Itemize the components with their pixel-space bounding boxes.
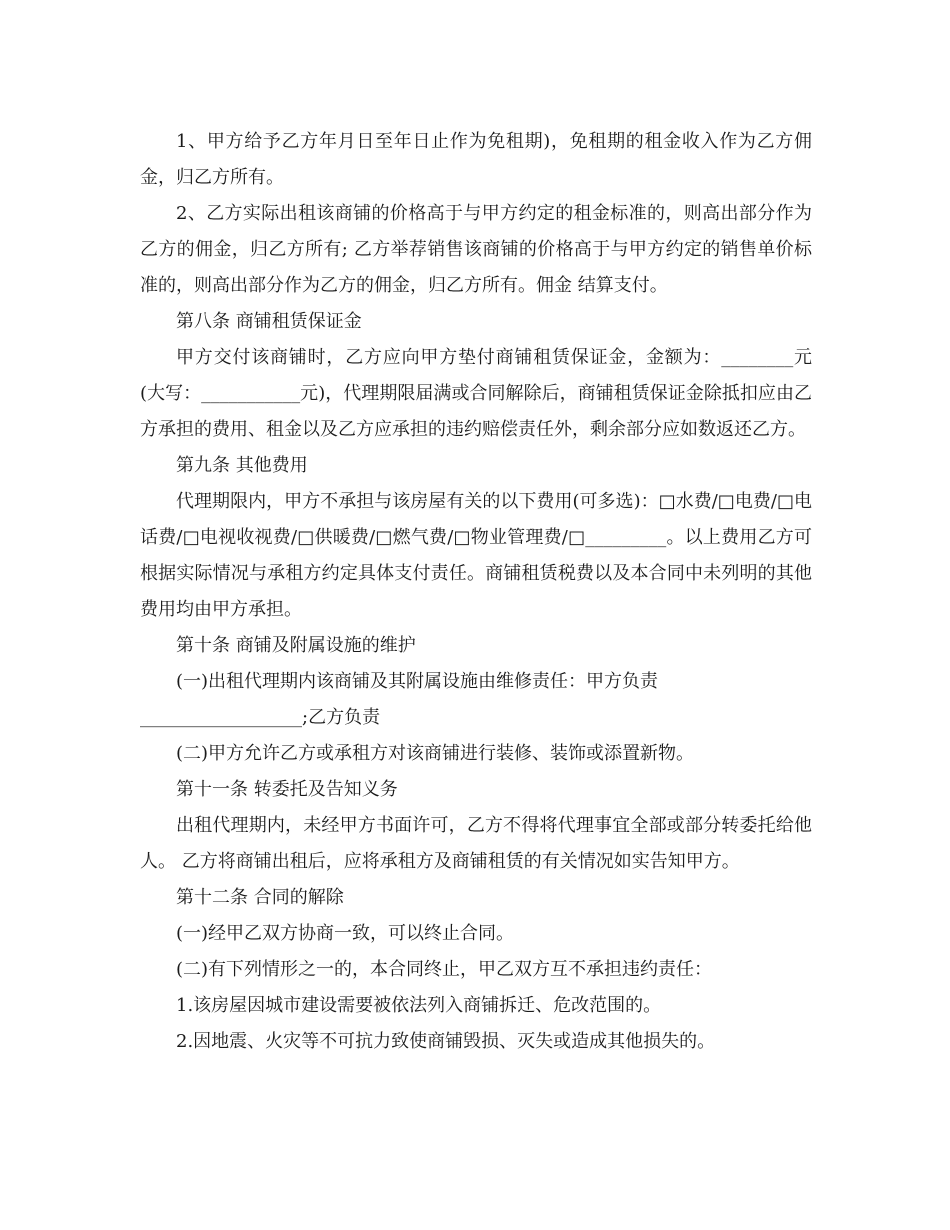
delegation-paragraph: 出租代理期内，未经甲方书面许可，乙方不得将代理事宜全部或部分转委托给他人。 乙方将商铺出租后，应将承租方及商铺租赁的有关情况如实告知甲方。 [140,815,812,872]
article-12-heading: 第十二条 合同的解除 [176,887,344,908]
article-11-heading: 第十一条 转委托及告知义务 [176,779,398,800]
article-10-heading: 第十条 商铺及附属设施的维护 [176,635,416,656]
clause-paragraph-1: 1、甲方给予乙方年月日至年日止作为免租期)，免租期的租金收入作为乙方佣金，归乙方所有。 [140,131,812,188]
termination-item-2: (二)有下列情形之一的，本合同终止，甲乙双方互不承担违约责任： [176,959,713,980]
termination-case-2: 2.因地震、火灾等不可抗力致使商铺毁损、灭失或造成其他损失的。 [176,1031,716,1052]
other-fees-paragraph: 代理期限内，甲方不承担与该房屋有关的以下费用(可多选)：□水费/□电费/□电话费/□电视收视费/□供暖费/□燃气费/□物业管理费/□_________。以上费用乙方可根据实际情况与承租方约定具体支付责任。商铺租赁税费以及本合同中未列明的其他费用均由甲方承担。 [140,491,812,620]
document-body [140,124,812,1060]
article-9-heading: 第九条 其他费用 [176,455,308,476]
maintenance-paragraph-2: (二)甲方允许乙方或承租方对该商铺进行装修、装饰或添置新物。 [176,743,695,764]
maintenance-paragraph-1: (一)出租代理期内该商铺及其附属设施由维修责任：甲方负责 [176,671,659,692]
termination-case-1: 1.该房屋因城市建设需要被依法列入商铺拆迁、危改范围的。 [176,995,662,1016]
article-8-heading: 第八条 商铺租赁保证金 [176,311,362,332]
maintenance-paragraph-1-continued: __________________;乙方负责 [140,707,381,728]
clause-paragraph-2: 2、乙方实际出租该商铺的价格高于与甲方约定的租金标准的，则高出部分作为乙方的佣金，归乙方所有; 乙方举荐销售该商铺的价格高于与甲方约定的销售单价标准的，则高出部分作为乙方的佣金，归乙方所有。佣金 结算支付。 [140,203,812,296]
deposit-paragraph: 甲方交付该商铺时，乙方应向甲方垫付商铺租赁保证金，金额为：________元(大写：___________元)，代理期限届满或合同解除后，商铺租赁保证金除抵扣应由乙方承担的费用、租金以及乙方应承担的违约赔偿责任外，剩余部分应如数返还乙方。 [140,347,812,440]
termination-item-1: (一)经甲乙双方协商一致，可以终止合同。 [176,923,515,944]
